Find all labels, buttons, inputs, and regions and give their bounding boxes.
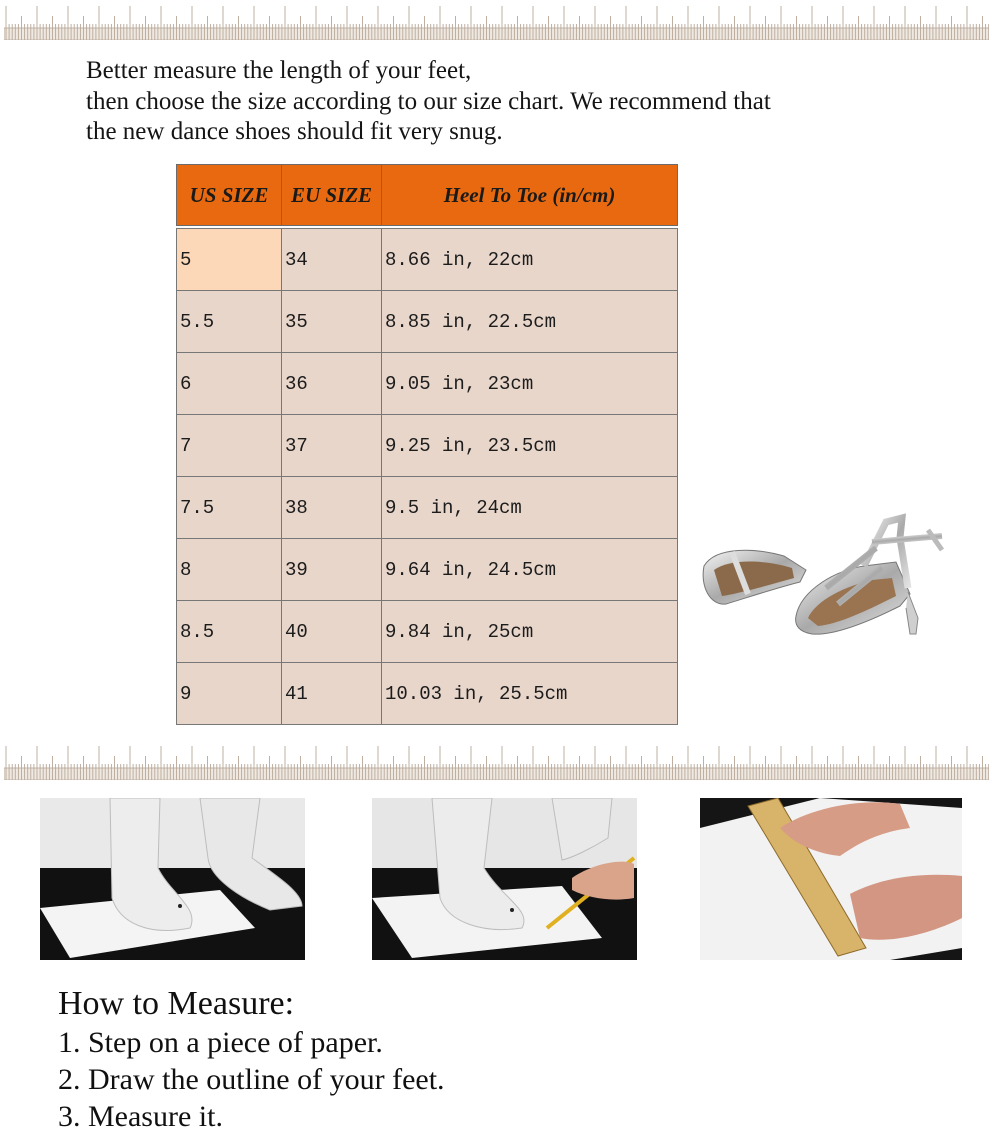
intro-line-1: Better measure the length of your feet, bbox=[86, 57, 472, 84]
length-cell: 9.05 in, 23cm bbox=[382, 353, 678, 415]
eu-size-cell: 39 bbox=[282, 539, 382, 601]
how-to-measure-title: How to Measure: bbox=[58, 985, 295, 1022]
step-2: 2. Draw the outline of your feet. bbox=[58, 1063, 445, 1096]
step-1: 1. Step on a piece of paper. bbox=[58, 1026, 383, 1059]
us-size-cell: 8.5 bbox=[177, 601, 282, 663]
length-cell: 9.64 in, 24.5cm bbox=[382, 539, 678, 601]
step-3: 3. Measure it. bbox=[58, 1100, 223, 1133]
eu-size-cell: 34 bbox=[282, 229, 382, 291]
us-size-cell: 9 bbox=[177, 663, 282, 725]
length-cell: 10.03 in, 25.5cm bbox=[382, 663, 678, 725]
intro-line-2: then choose the size according to our size chart. We recommend that bbox=[86, 87, 771, 115]
table-row bbox=[177, 663, 678, 725]
dance-shoe-image bbox=[696, 508, 946, 643]
header-eu-size: EU SIZE bbox=[282, 165, 382, 226]
intro-line-3: the new dance shoes should fit very snug. bbox=[86, 118, 503, 145]
length-cell: 9.5 in, 24cm bbox=[382, 477, 678, 539]
foot-on-paper-photo bbox=[40, 798, 305, 960]
eu-size-cell: 35 bbox=[282, 291, 382, 353]
length-cell: 9.25 in, 23.5cm bbox=[382, 415, 678, 477]
table-row bbox=[177, 477, 678, 539]
table-row bbox=[177, 601, 678, 663]
size-chart-table bbox=[176, 164, 678, 725]
header-us-size: US SIZE bbox=[177, 165, 282, 226]
how-to-measure-section bbox=[58, 984, 445, 1135]
eu-size-cell: 41 bbox=[282, 663, 382, 725]
top-ruler-border bbox=[4, 6, 989, 40]
us-size-cell: 7 bbox=[177, 415, 282, 477]
header-heel-to-toe: Heel To Toe (in/cm) bbox=[382, 165, 678, 226]
length-cell: 8.85 in, 22.5cm bbox=[382, 291, 678, 353]
us-size-cell: 5.5 bbox=[177, 291, 282, 353]
table-row bbox=[177, 539, 678, 601]
length-cell: 8.66 in, 22cm bbox=[382, 229, 678, 291]
pencil-outline-photo bbox=[372, 798, 637, 960]
table-row bbox=[177, 415, 678, 477]
us-size-cell: 6 bbox=[177, 353, 282, 415]
eu-size-cell: 37 bbox=[282, 415, 382, 477]
length-cell: 9.84 in, 25cm bbox=[382, 601, 678, 663]
us-size-cell: 7.5 bbox=[177, 477, 282, 539]
us-size-cell: 5 bbox=[177, 229, 282, 291]
ruler-measure-photo bbox=[700, 798, 962, 960]
eu-size-cell: 38 bbox=[282, 477, 382, 539]
us-size-cell: 8 bbox=[177, 539, 282, 601]
table-row bbox=[177, 229, 678, 291]
table-row bbox=[177, 353, 678, 415]
eu-size-cell: 36 bbox=[282, 353, 382, 415]
eu-size-cell: 40 bbox=[282, 601, 382, 663]
intro-text bbox=[86, 56, 771, 148]
table-row bbox=[177, 291, 678, 353]
size-chart-header-row bbox=[177, 165, 678, 226]
middle-ruler-border bbox=[4, 746, 989, 780]
